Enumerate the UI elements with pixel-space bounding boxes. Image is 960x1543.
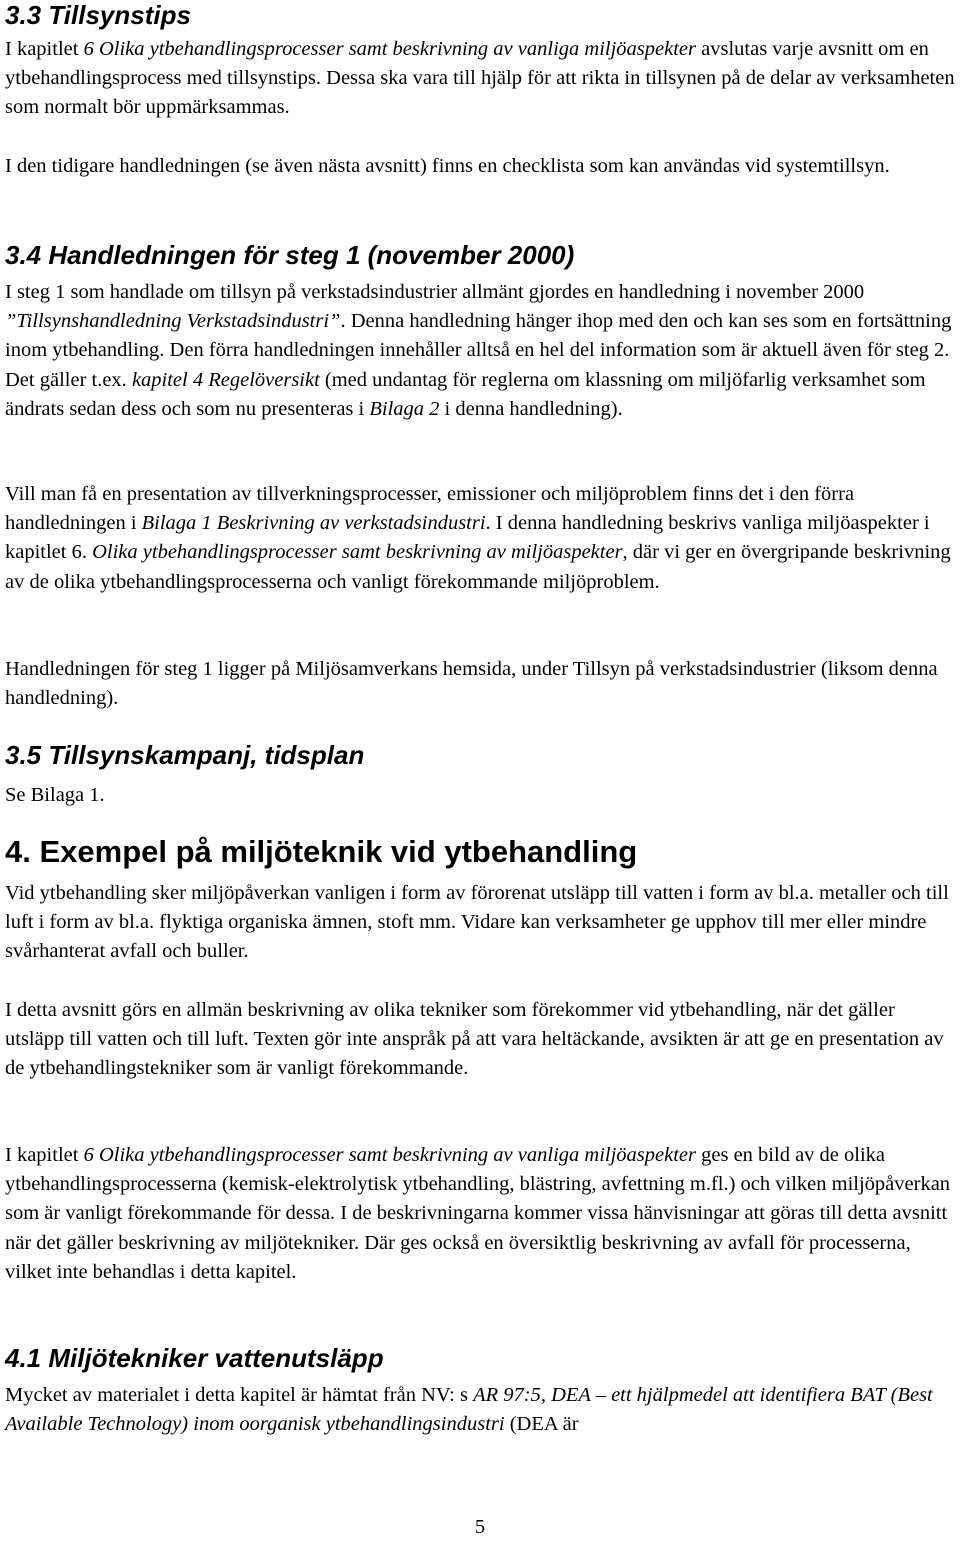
section-number: 4.1 <box>5 1343 42 1373</box>
section-3-4-heading <box>5 240 574 270</box>
paragraph: I kapitlet 6 Olika ytbehandlingsprocesser samt beskrivning av vanliga miljöaspekter avslutas varje avsnitt om en ytbehandlingsprocess med tillsynstips. Dessa ska vara till hjälp för att rikta in tillsynen på de delar av verksamheten som normalt bör uppmärksammas. <box>5 38 955 119</box>
paragraph: I detta avsnitt görs en allmän beskrivning av olika tekniker som förekommer vid ytbehandling, när det gäller utsläpp till vatten och till luft. Texten gör inte anspråk på att vara heltäckande, avsikten är att ge en presentation av de ytbehandlingstekniker som är vanligt förekommande. <box>5 999 944 1080</box>
emphasis: AR 97:5, DEA – ett hjälpmedel att identifiera BAT (Best Available Technology) inom oorganisk ytbehandlingsindustri <box>5 1384 933 1436</box>
section-number: 3.4 <box>5 240 42 270</box>
emphasis: Olika ytbehandlingsprocesser samt beskrivning av miljöaspekter <box>92 541 623 564</box>
section-title: Tillsynstips <box>48 0 191 30</box>
paragraph: I steg 1 som handlade om tillsyn på verkstadsindustrier allmänt gjordes en handledning i november 2000 ”Tillsynshandledning Verkstadsindustri”. Denna handledning hänger ihop med den och kan ses som en fortsättning inom ytbehandling. Den förra handledningen innehåller alltså en hel del information som är aktuell även för steg 2. Det gäller t.ex. kapitel 4 Regelöversikt (med undantag för reglerna om klassning om miljöfarlig verksamhet som ändrats sedan dess och som nu presenteras i Bilaga 2 i denna handledning). <box>5 281 952 420</box>
chapter-4-heading: 4. Exempel på miljöteknik vid ytbehandling <box>5 834 638 869</box>
paragraph: Handledningen för steg 1 ligger på Miljösamverkans hemsida, under Tillsyn på verkstadsindustrier (liksom denna handledning). <box>5 658 938 710</box>
section-number: 3.3 <box>5 0 42 30</box>
paragraph: Se Bilaga 1. <box>5 784 105 806</box>
section-3-3-heading <box>5 0 191 30</box>
section-title: Handledningen för steg 1 (november 2000) <box>48 240 575 270</box>
paragraph: I den tidigare handledningen (se även nästa avsnitt) finns en checklista som kan användas vid systemtillsyn. <box>5 155 890 177</box>
emphasis: kapitel 4 Regelöversikt <box>131 368 320 391</box>
emphasis: Bilaga 2 <box>369 397 440 420</box>
section-3-5-heading <box>5 740 364 770</box>
section-4-1-heading <box>5 1343 384 1373</box>
paragraph: Vill man få en presentation av tillverkningsprocesser, emissioner och miljöproblem finns det i den förra handledningen i Bilaga 1 Beskrivning av verkstadsindustri. I denna handledning beskrivs vanliga miljöaspekter i kapitlet 6. Olika ytbehandlingsprocesser samt beskrivning av miljöaspekter, där vi ger en övergripande beskrivning av de olika ytbehandlingsprocesserna och vanligt förekommande miljöproblem. <box>5 483 951 593</box>
section-title: Tillsynskampanj, tidsplan <box>48 740 365 770</box>
emphasis: 6 Olika ytbehandlingsprocesser samt beskrivning av vanliga miljöaspekter <box>83 38 696 60</box>
section-title: Miljötekniker vattenutsläpp <box>48 1343 384 1373</box>
emphasis: ”Tillsynshandledning Verkstadsindustri” <box>5 310 341 333</box>
section-number: 3.5 <box>5 740 42 770</box>
emphasis: 6 Olika ytbehandlingsprocesser samt beskrivning av vanliga miljöaspekter <box>83 1144 696 1166</box>
page-number: 5 <box>474 1516 486 1538</box>
paragraph: I kapitlet 6 Olika ytbehandlingsprocesser samt beskrivning av vanliga miljöaspekter ges en bild av de olika ytbehandlingsprocesserna (kemisk-elektrolytisk ytbehandling, blästring, avfettning m.fl.) och vilken miljöpåverkan som är vanligt förekommande för dessa. I de beskrivningarna kommer vissa hänvisningar att göras till detta avsnitt när det gäller beskrivning av miljötekniker. Där ges också en översiktlig beskrivning av avfall för processerna, vilket inte behandlas i detta kapitel. <box>5 1144 951 1283</box>
paragraph: Vid ytbehandling sker miljöpåverkan vanligen i form av förorenat utsläpp till vatten i form av bl.a. metaller och till luft i form av bl.a. flyktiga organiska ämnen, stoft mm. Vidare kan verksamheter ge upphov till mer eller mindre svårhanterat avfall och buller. <box>5 882 949 963</box>
emphasis: Bilaga 1 Beskrivning av verkstadsindustri <box>141 512 486 535</box>
paragraph: Mycket av materialet i detta kapitel är hämtat från NV: s AR 97:5, DEA – ett hjälpmedel att identifiera BAT (Best Available Technology) inom oorganisk ytbehandlingsindustri (DEA är <box>5 1384 933 1436</box>
